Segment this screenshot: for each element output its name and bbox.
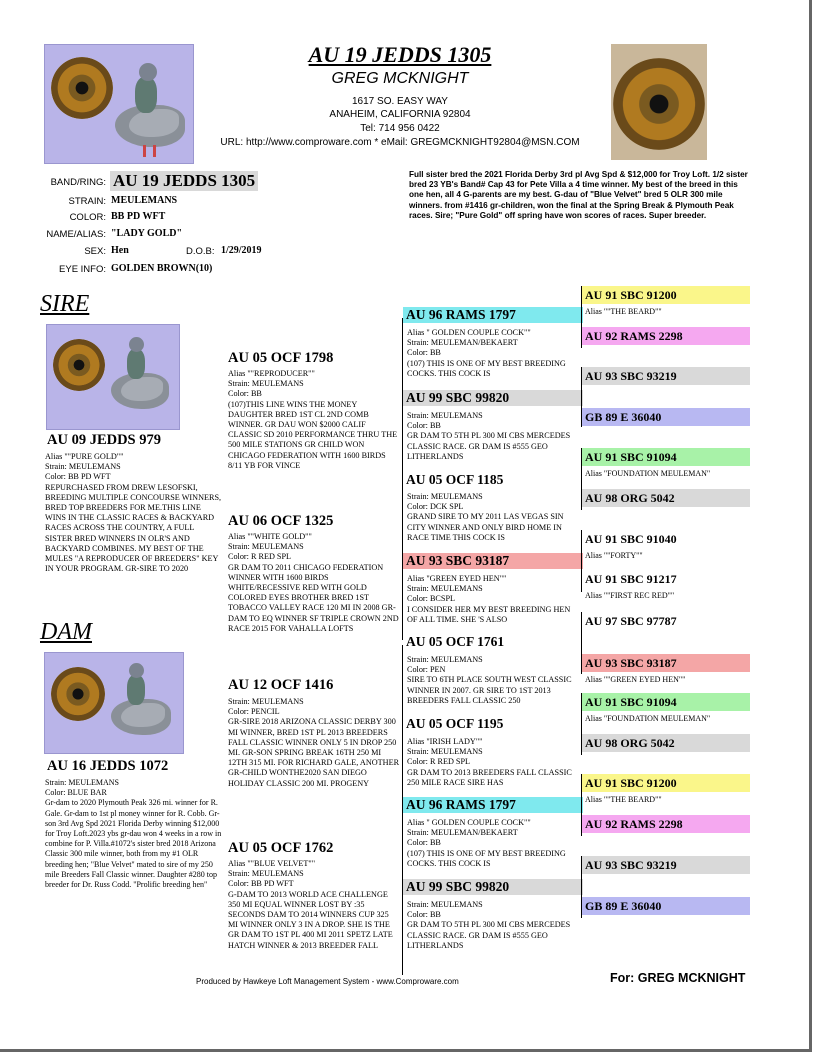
gen3-band: AU 91 SBC 91217 [582, 570, 750, 588]
gen1-details: Strain: MEULEMANS Color: PENCIL GR-SIRE 2018 ARIZONA CLASSIC DERBY 300 MI WINNER, BRED 1ST PL 2013 BREEDERS FALL CLASSIC WINNER ONLY 5 IN DROP 250 MI. GR-SON SPRING BREAK 16TH 250 MI 12TH 315 MI. FOR RICHARD GALE, ANOTHER GR-CHILD WONTHE2020 SAN DIEGO HOLIDAY CLASSIC 200 MI. PROGENY [228, 697, 400, 788]
gen2-details: Alias "GREEN EYED HEN"" Strain: MEULEMANS Color: BCSPL I CONSIDER HER MY BEST BREEDING HEN OF ALL TIME. SHE 'S ALSO [407, 574, 571, 624]
name-value: "LADY GOLD" [111, 228, 183, 239]
strain-label: STRAIN: [68, 196, 106, 207]
eye-photo [51, 667, 105, 721]
bird-description: Full sister bred the 2021 Florida Derby 3rd pl Avg Spd & $12,000 for Troy Loft. 1/2 sister bred 23 YB's Band# Cap 43 for Pete Villa a 4 time winner. My best of the breed in this one hen, all 4 G-parents are my best. G-dau of "Blue Velvet" bred 5 OLR 300 mile winners. from #1416 gr-children, won the final at the Spring Break & Plymouth Peak races. Sire; "Pure Gold" off spring have won scores of races. Super breeder. [409, 170, 748, 220]
gen3-band: AU 92 RAMS 2298 [582, 327, 750, 345]
pigeon-wing [129, 109, 179, 137]
gen3-band: AU 91 SBC 91040 [582, 530, 750, 548]
gen1-band: AU 12 OCF 1416 [228, 677, 334, 693]
band-label: BAND/RING: [50, 177, 106, 188]
gen3-band: AU 98 ORG 5042 [582, 734, 750, 752]
eye-info-label: EYE INFO: [59, 264, 106, 275]
gen2-details: Strain: MEULEMANS Color: BB GR DAM TO 5TH PL 300 MI CBS MERCEDES CLASSIC RACE. GR DAM IS #555 GEO LITHERLANDS [407, 900, 571, 950]
strain-value: MEULEMANS [111, 195, 178, 206]
gen2-band: AU 93 SBC 93187 [403, 553, 583, 569]
gen3-alias: Alias ""FORTY"" [585, 551, 643, 560]
pigeon-neck [135, 77, 157, 113]
gen1-band: AU 05 OCF 1798 [228, 350, 334, 366]
pigeon-leg [143, 145, 146, 157]
dam-heading: DAM [40, 619, 92, 645]
pigeon-neck [127, 675, 145, 705]
page-title: AU 19 JEDDS 1305 [308, 42, 492, 67]
gen3-alias: Alias ""THE BEARD"" [585, 307, 662, 316]
gen3-band: AU 91 SBC 91200 [582, 286, 750, 304]
eye-info-value: GOLDEN BROWN(10) [111, 263, 213, 274]
gen3-band: AU 91 SBC 91094 [582, 693, 750, 711]
gen3-band: AU 98 ORG 5042 [582, 489, 750, 507]
gen2-details: Strain: MEULEMANS Color: BB GR DAM TO 5TH PL 300 MI CBS MERCEDES CLASSIC RACE. GR DAM IS #555 GEO LITHERLANDS [407, 411, 571, 461]
gen3-band: AU 97 SBC 97787 [582, 612, 750, 630]
gen3-alias: Alias "FOUNDATION MEULEMAN" [585, 714, 711, 723]
eye-photo [53, 339, 105, 391]
pigeon-head [129, 337, 144, 352]
footer-for: For: GREG MCKNIGHT [610, 971, 746, 985]
gen2-band: AU 05 OCF 1195 [406, 716, 504, 731]
gen2-details: Strain: MEULEMANS Color: PEN SIRE TO 6TH PLACE SOUTH WEST CLASSIC WINNER IN 2007. GR SIRE TO 1ST 2013 BREEDERS FALL CLASSIC 250 [407, 655, 572, 705]
gen3-band: AU 91 SBC 91094 [582, 448, 750, 466]
gen2-band: AU 96 RAMS 1797 [403, 797, 583, 813]
sire-band: AU 09 JEDDS 979 [47, 432, 161, 448]
telephone: Tel: 714 956 0422 [360, 123, 440, 134]
pigeon-wing [121, 377, 163, 401]
gen2-band: AU 05 OCF 1185 [406, 472, 504, 487]
gen3-band: GB 89 E 36040 [582, 408, 750, 426]
sire-details: Alias ""PURE GOLD"" Strain: MEULEMANS Color: BB PD WFT REPURCHASED FROM DREW LESOFSKI, BREEDING MULTIPLE CONCOURSE WINNERS, BRED TOP BREEDERS FOR ME.THIS LINE WINS IN THE CLASSIC RACES & BACKYARD RACES ACROSS THE COUNTRY, A FULL SISTER BRED WINNERS IN OLR'S AND BACKYARD COMBINES. MY BEST OF THE MULES "A REPRODUCER OF BREEDERS" KEY IN YOUR PROGRAM. GR-SIRE TO 2020 [45, 452, 222, 574]
gen3-band: AU 93 SBC 93219 [582, 367, 750, 385]
sire-heading: SIRE [40, 291, 90, 317]
gen3-band: AU 92 RAMS 2298 [582, 815, 750, 833]
name-label: NAME/ALIAS: [46, 229, 106, 240]
gen3-alias: Alias ""GREEN EYED HEN"" [585, 675, 686, 684]
gen3-alias: Alias "FOUNDATION MEULEMAN" [585, 469, 711, 478]
color-label: COLOR: [69, 212, 106, 223]
connector-line [402, 318, 403, 498]
footer-produced: Produced by Hawkeye Loft Management System - www.Comproware.com [196, 977, 459, 986]
gen3-alias: Alias ""THE BEARD"" [585, 795, 662, 804]
pigeon-head [129, 663, 144, 678]
gen3-band: GB 89 E 36040 [582, 897, 750, 915]
dam-details: Strain: MEULEMANS Color: BLUE BAR Gr-dam to 2020 Plymouth Peak 326 mi. winner for R. Gale. Gr-dam to 1st pl money winner for R. Cobb. Gr-son 3rd Avg Spd 2021 Florida Derby winning $12,000 for Troy Loft.2023 ybs gr-dau won 4 weeks in a row in combine for P. Villa.#1072's sister bred 2018 Arizona Classic 300 mile winner, both from my #1 OLR breeding hen; "Blue Velvet" mated to sire of my 250 mile Breeders Fall Classic winner. Daughter #280 top breeder for Dr. Russ Codd. "Prolific breeding hen" [45, 778, 222, 890]
dam-photo [44, 652, 184, 754]
dam-band: AU 16 JEDDS 1072 [47, 758, 169, 774]
address-line-2: ANAHEIM, CALIFORNIA 92804 [329, 109, 471, 120]
gen3-band: AU 93 SBC 93187 [582, 654, 750, 672]
address-line-1: 1617 SO. EASY WAY [352, 96, 448, 107]
gen2-details: Alias " GOLDEN COUPLE COCK"" Strain: MEULEMAN/BEKAERT Color: BB (107) THIS IS ONE OF MY BEST BREEDING COCKS. THIS COCK IS [407, 818, 566, 868]
gen1-details: Alias ""BLUE VELVET"" Strain: MEULEMANS Color: BB PD WFT G-DAM TO 2013 WORLD ACE CHALLENGE 350 MI EQUAL WINNER LOST BY :35 SECONDS DAM TO 2014 WINNERS CUP 325 MI WINNER ONLY 3 IN A DROP. SHE IS THE GR DAM TO 1ST PL 400 MI 2011 SPETZ LATE HATCH WINNER & 2013 BREEDER FALL [228, 859, 393, 950]
gen3-band: AU 91 SBC 91200 [582, 774, 750, 792]
gen2-band: AU 96 RAMS 1797 [403, 307, 583, 323]
gen2-details: Alias "IRISH LADY"" Strain: MEULEMANS Color: R RED SPL GR DAM TO 2013 BREEDERS FALL CLASSIC 250 MILE RACE SIRE HAS [407, 737, 572, 787]
sex-label: SEX: [84, 246, 106, 257]
gen2-band: AU 99 SBC 99820 [403, 879, 583, 895]
sex-value: Hen [111, 245, 129, 256]
pigeon-head [139, 63, 157, 81]
gen1-details: Alias ""REPRODUCER"" Strain: MEULEMANS Color: BB (107)THIS LINE WINS THE MONEY DAUGHTER BRED 1ST CL 2ND COMB WINNER. GR DAU WON $2000 CALIF CLASSIC SD 2010 PERFORMANCE THRU THE 500 MILE STATIONS GR CHILD WON CHICAGO FEDERATION WITH 1600 BIRDS 8/11 YB FOR VINCE [228, 369, 398, 470]
gen2-band: AU 99 SBC 99820 [403, 390, 583, 406]
gen2-details: Strain: MEULEMANS Color: DCK SPL GRAND SIRE TO MY 2011 LAS VEGAS SIN CITY WINNER AND ONLY BIRD HOME IN RACE TIME THIS COCK IS [407, 492, 564, 542]
gen1-band: AU 05 OCF 1762 [228, 840, 334, 856]
pigeon-wing [121, 703, 165, 727]
gen2-details: Alias " GOLDEN COUPLE COCK"" Strain: MEULEMAN/BEKAERT Color: BB (107) THIS IS ONE OF MY BEST BREEDING COCKS. THIS COCK IS [407, 328, 566, 378]
owner-name: GREG MCKNIGHT [331, 70, 469, 87]
eye-photo [51, 57, 113, 119]
band-value: AU 19 JEDDS 1305 [110, 171, 258, 191]
dob-value: 1/29/2019 [221, 245, 262, 256]
sire-photo [46, 324, 180, 430]
gen1-band: AU 06 OCF 1325 [228, 513, 334, 529]
gen3-alias: Alias ""FIRST REC RED"" [585, 591, 675, 600]
contact-line: URL: http://www.comproware.com * eMail: GREGMCKNIGHT92804@MSN.COM [220, 137, 580, 148]
color-value: BB PD WFT [111, 211, 166, 222]
gen2-band: AU 05 OCF 1761 [406, 634, 505, 649]
gen1-details: Alias ""WHITE GOLD"" Strain: MEULEMANS Color: R RED SPL GR DAM TO 2011 CHICAGO FEDERATION WINNER WITH 1600 BIRDS WHITE/RECESSIVE RED WITH GOLD COLORED EYES BROTHER BRED 1ST TOBACCO VALLEY RACE 120 MI IN 2008 GR-DAM TO EQ WINNER SF TRIPLE CROWN 2ND RACE 2015 FOR VAHALLA LOFTS [228, 532, 399, 633]
dob-label: D.O.B: [186, 246, 215, 257]
pigeon-neck [127, 349, 145, 379]
gen3-band: AU 93 SBC 93219 [582, 856, 750, 874]
